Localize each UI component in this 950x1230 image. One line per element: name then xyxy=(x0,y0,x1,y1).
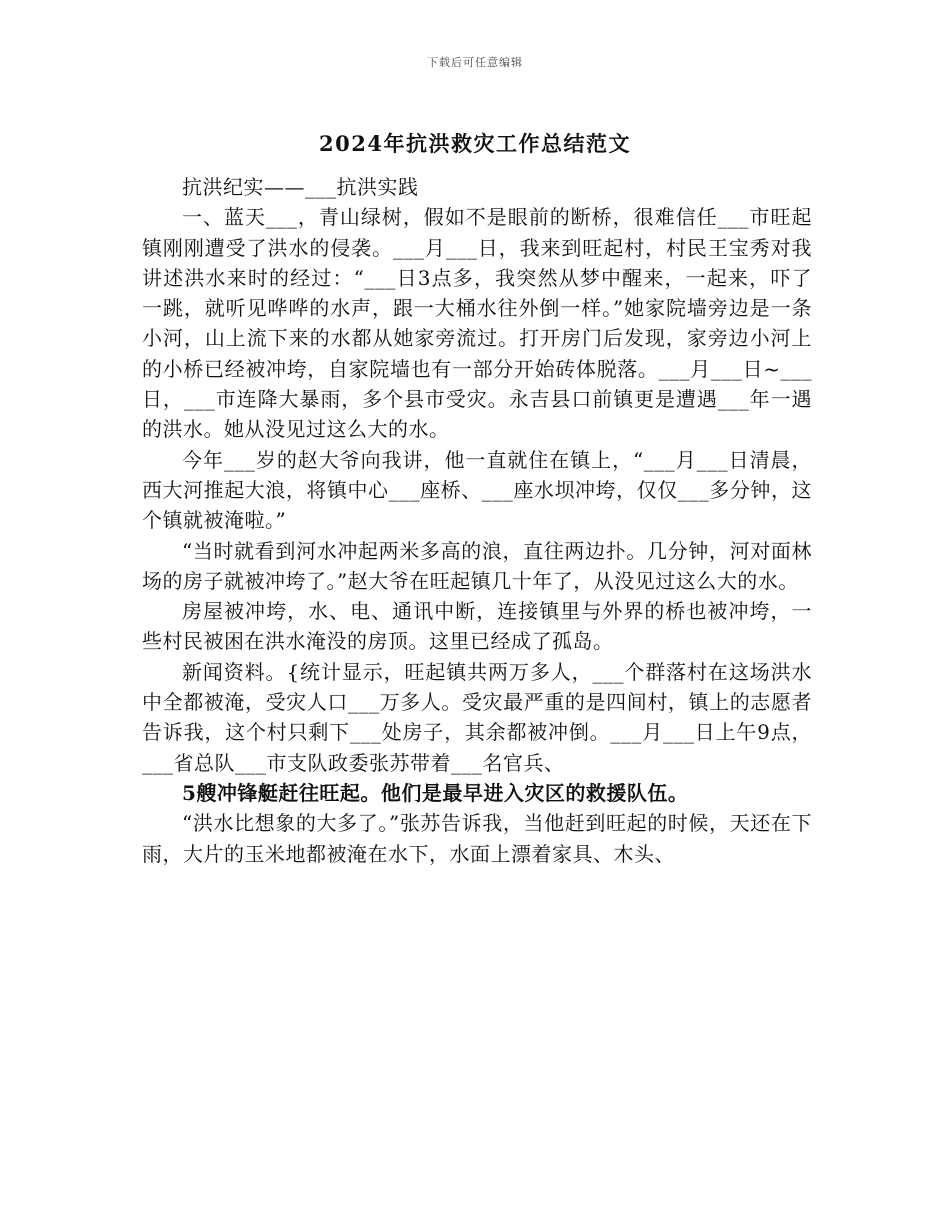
paragraph: 房屋被冲垮，水、电、通讯中断，连接镇里与外界的桥也被冲垮，一些村民被困在洪水淹没的房顶。这里已经成了孤岛。 xyxy=(142,599,812,654)
document-title: 2024年抗洪救灾工作总结范文 xyxy=(319,131,631,156)
paragraph-bold: 5艘冲锋艇赶往旺起。他们是最早进入灾区的救援队伍。 xyxy=(182,780,689,805)
document-body xyxy=(142,172,812,869)
header-note: 下载后可任意编辑 xyxy=(427,56,523,69)
paragraph: 一、蓝天___，青山绿树，假如不是眼前的断桥，很难信任___市旺起镇刚刚遭受了洪水的侵袭。___月___日，我来到旺起村，村民王宝秀对我讲述洪水来时的经过：“___日3点多，我突然从梦中醒来，一起来，吓了一跳，就听见哗哗的水声，跟一大桶水往外倒一样。”她家院墙旁边是一条小河，山上流下来的水都从她家旁流过。打开房门后发现，家旁边小河上的小桥已经被冲垮，自家院墙也有一部分开始砖体脱落。___月___日~___日，___市连降大暴雨，多个县市受灾。永吉县口前镇更是遭遇___年一遇的洪水。她从没见过这么大的水。 xyxy=(142,205,812,442)
paragraph: 新闻资料。{统计显示，旺起镇共两万多人，___个群落村在这场洪水中全都被淹，受灾人口___万多人。受灾最严重的是四间村，镇上的志愿者告诉我，这个村只剩下___处房子，其余都被冲倒。___月___日上午9点，___省总队___市支队政委张苏带着___名官兵、 xyxy=(142,659,812,775)
paragraph: “当时就看到河水冲起两米多高的浪，直往两边扑。几分钟，河对面林场的房子就被冲垮了。”赵大爷在旺起镇几十年了，从没见过这么大的水。 xyxy=(142,538,812,593)
paragraph-subtitle: 抗洪纪实——___抗洪实践 xyxy=(182,175,419,199)
paragraph: “洪水比想象的大多了。”张苏告诉我，当他赶到旺起的时候，天还在下雨，大片的玉米地都被淹在水下，水面上漂着家具、木头、 xyxy=(142,811,812,866)
paragraph: 今年___岁的赵大爷向我讲，他一直就住在镇上，“___月___日清晨，西大河推起大浪，将镇中心___座桥、___座水坝冲垮，仅仅___多分钟，这个镇就被淹啦。” xyxy=(142,447,812,533)
